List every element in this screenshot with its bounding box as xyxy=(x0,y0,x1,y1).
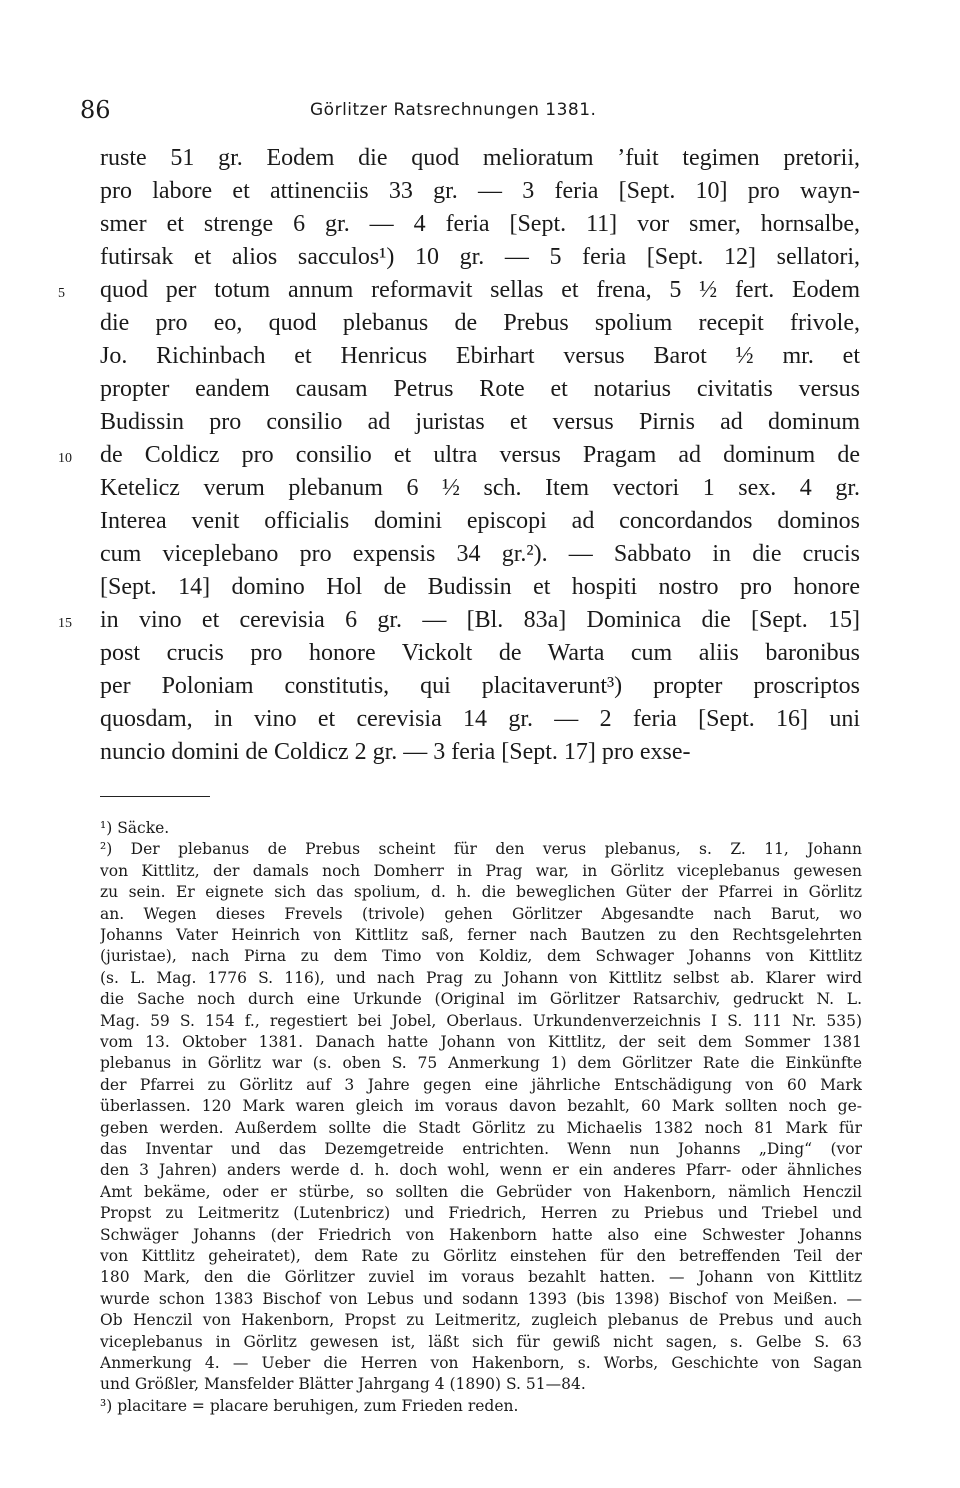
text-line: futirsak et alios sacculos¹) 10 gr. — 5 feria [Sept. 12] sellatori, xyxy=(100,244,860,270)
footnote-line: Propst zu Leitmeritz (Lutenbricz) und Friedrich, Herren zu Priebus und Triebel und xyxy=(100,1204,862,1223)
footnote-line: Mag. 59 S. 154 f., regestiert bei Jobel, Oberlaus. Urkundenverzeichnis I S. 111 Nr. 535) xyxy=(100,1011,862,1030)
footnote-line: Johanns Vater Heinrich von Kittlitz saß, ferner nach Bautzen zu den Rechtsgelehrten xyxy=(100,926,862,944)
footnote-line: viceplebanus in Görlitz gewesen ist, läßt sich für gewiß nicht sagen, s. Gelbe S. 63 xyxy=(100,1332,862,1351)
footnote-line: Schwäger Johanns (der Friedrich von Hakenborn hatte also eine Schwester Johanns xyxy=(100,1225,862,1244)
footnote-line: den 3 Jahren) anders werde d. h. doch wohl, wenn er ein anderes Pfarr- oder ähnliches xyxy=(100,1161,862,1180)
footnote-line: an. Wegen dieses Frevels (trivole) gehen Görlitzer Abgesandte nach Barut, wo xyxy=(100,904,862,923)
footnote-line: wurde schon 1383 Bischof von Lebus und sodann 1393 (bis 1398) Bischof von Meißen. — xyxy=(100,1289,862,1308)
footnote-line: vom 13. Oktober 1381. Danach hatte Johann von Kittlitz, der seit dem Sommer 1381 xyxy=(100,1033,862,1051)
footnote-line: das Inventar und das Dezemgetreide entrichten. Wenn nun Johanns „Ding“ (vor xyxy=(100,1140,862,1158)
line-number: 5 xyxy=(58,286,65,301)
footnote-line: Ob Henczil von Hakenborn, Propst zu Leitmeritz, zugleich plebanus de Prebus und auch xyxy=(100,1311,862,1330)
text-line: ruste 51 gr. Eodem die quod melioratum ’fuit tegimen pretorii, xyxy=(100,145,860,171)
text-line: Budissin pro consilio ad juristas et versus Pirnis ad dominum xyxy=(100,409,860,435)
footnote-divider xyxy=(100,796,210,797)
text-line: in vino et cerevisia 6 gr. — [Bl. 83a] Dominica die [Sept. 15] xyxy=(100,607,860,633)
text-line: post crucis pro honore Vickolt de Warta cum aliis baronibus xyxy=(100,640,860,666)
footnote-line: ¹) Säcke. xyxy=(100,819,170,837)
text-line: quod per totum annum reformavit sellas et frena, 5 ½ fert. Eodem xyxy=(100,277,860,303)
footnote-line: ²) Der plebanus de Prebus scheint für den verus plebanus, s. Z. 11, Johann xyxy=(100,840,862,859)
text-line: Jo. Richinbach et Henricus Ebirhart versus Barot ½ mr. et xyxy=(100,343,860,369)
footnote-line: (s. L. Mag. 1776 S. 116), und nach Prag zu Johann von Kittlitz selbst ab. Klarer wird xyxy=(100,968,862,987)
footnote-line: zu sein. Er eignete sich das spolium, d. h. die beweglichen Güter der Pfarrei in Görlitz xyxy=(100,883,862,902)
text-line: cum viceplebano pro expensis 34 gr.²). — Sabbato in die crucis xyxy=(100,541,860,567)
footnote-line: plebanus in Görlitz war (s. oben S. 75 Anmerkung 1) dem Görlitzer Rate die Einkünfte xyxy=(100,1054,862,1073)
footnote-line: die Sache noch durch eine Urkunde (Original im Görlitzer Ratsarchiv, gedruckt N. L. xyxy=(100,990,862,1009)
footnote-line: geben werden. Außerdem sollte die Stadt Görlitz zu Michaelis 1382 noch 81 Mark für xyxy=(100,1118,862,1137)
text-line: pro labore et attinenciis 33 gr. — 3 feria [Sept. 10] pro wayn- xyxy=(100,178,860,204)
footnote-line: ³) placitare = placare beruhigen, zum Frieden reden. xyxy=(100,1396,519,1415)
running-head: Görlitzer Ratsrechnungen 1381. xyxy=(310,100,597,120)
text-line: de Coldicz pro consilio et ultra versus Pragam ad dominum de xyxy=(100,442,860,468)
footnote-line: und Größler, Mansfelder Blätter Jahrgang 4 (1890) S. 51—84. xyxy=(100,1375,586,1394)
page-header xyxy=(80,96,860,136)
footnote-line: 180 Mark, den die Görlitzer zuviel im voraus bezahlt hatten. — Johann von Kittlitz xyxy=(100,1268,862,1287)
text-line: propter eandem causam Petrus Rote et notarius civitatis versus xyxy=(100,376,860,402)
footnote-line: (juristae), nach Pirna zu dem Timo von Koldiz, dem Schwager Johanns von Kittlitz xyxy=(100,947,862,966)
footnote-line: der Pfarrei zu Görlitz auf 3 Jahre gegen eine jährliche Entschädigung von 60 Mark xyxy=(100,1075,862,1094)
text-line: smer et strenge 6 gr. — 4 feria [Sept. 11] vor smer, hornsalbe, xyxy=(100,211,860,237)
page-number: 86 xyxy=(80,96,111,124)
footnote-line: Anmerkung 4. — Ueber die Herren von Hakenborn, s. Worbs, Geschichte von Sagan xyxy=(100,1354,862,1372)
line-number: 10 xyxy=(58,451,72,466)
text-line: nuncio domini de Coldicz 2 gr. — 3 feria [Sept. 17] pro exse- xyxy=(100,739,691,765)
text-line: Ketelicz verum plebanum 6 ½ sch. Item vectori 1 sex. 4 gr. xyxy=(100,475,860,501)
text-line: [Sept. 14] domino Hol de Budissin et hospiti nostro pro honore xyxy=(100,574,860,600)
footnote-line: von Kittlitz, der damals noch Domherr in Prag war, in Görlitz viceplebanus gewesen xyxy=(100,861,862,880)
text-line: die pro eo, quod plebanus de Prebus spolium recepit frivole, xyxy=(100,310,860,336)
footnote-line: von Kittlitz geheiratet), dem Rate zu Görlitz einstehen für den betreffenden Teil der xyxy=(100,1247,862,1265)
text-line: quosdam, in vino et cerevisia 14 gr. — 2 feria [Sept. 16] uni xyxy=(100,706,860,732)
text-line: per Poloniam constitutis, qui placitaverunt³) propter proscriptos xyxy=(100,673,860,699)
line-number: 15 xyxy=(58,616,72,631)
footnote-line: überlassen. 120 Mark waren gleich im voraus davon bezahlt, 60 Mark sollten noch ge- xyxy=(100,1097,862,1116)
text-line: Interea venit officialis domini episcopi ad concordandos dominos xyxy=(100,508,860,534)
footnote-line: Amt bekäme, oder er stürbe, so sollten die Gebrüder von Hakenborn, nämlich Henczil xyxy=(100,1182,862,1201)
